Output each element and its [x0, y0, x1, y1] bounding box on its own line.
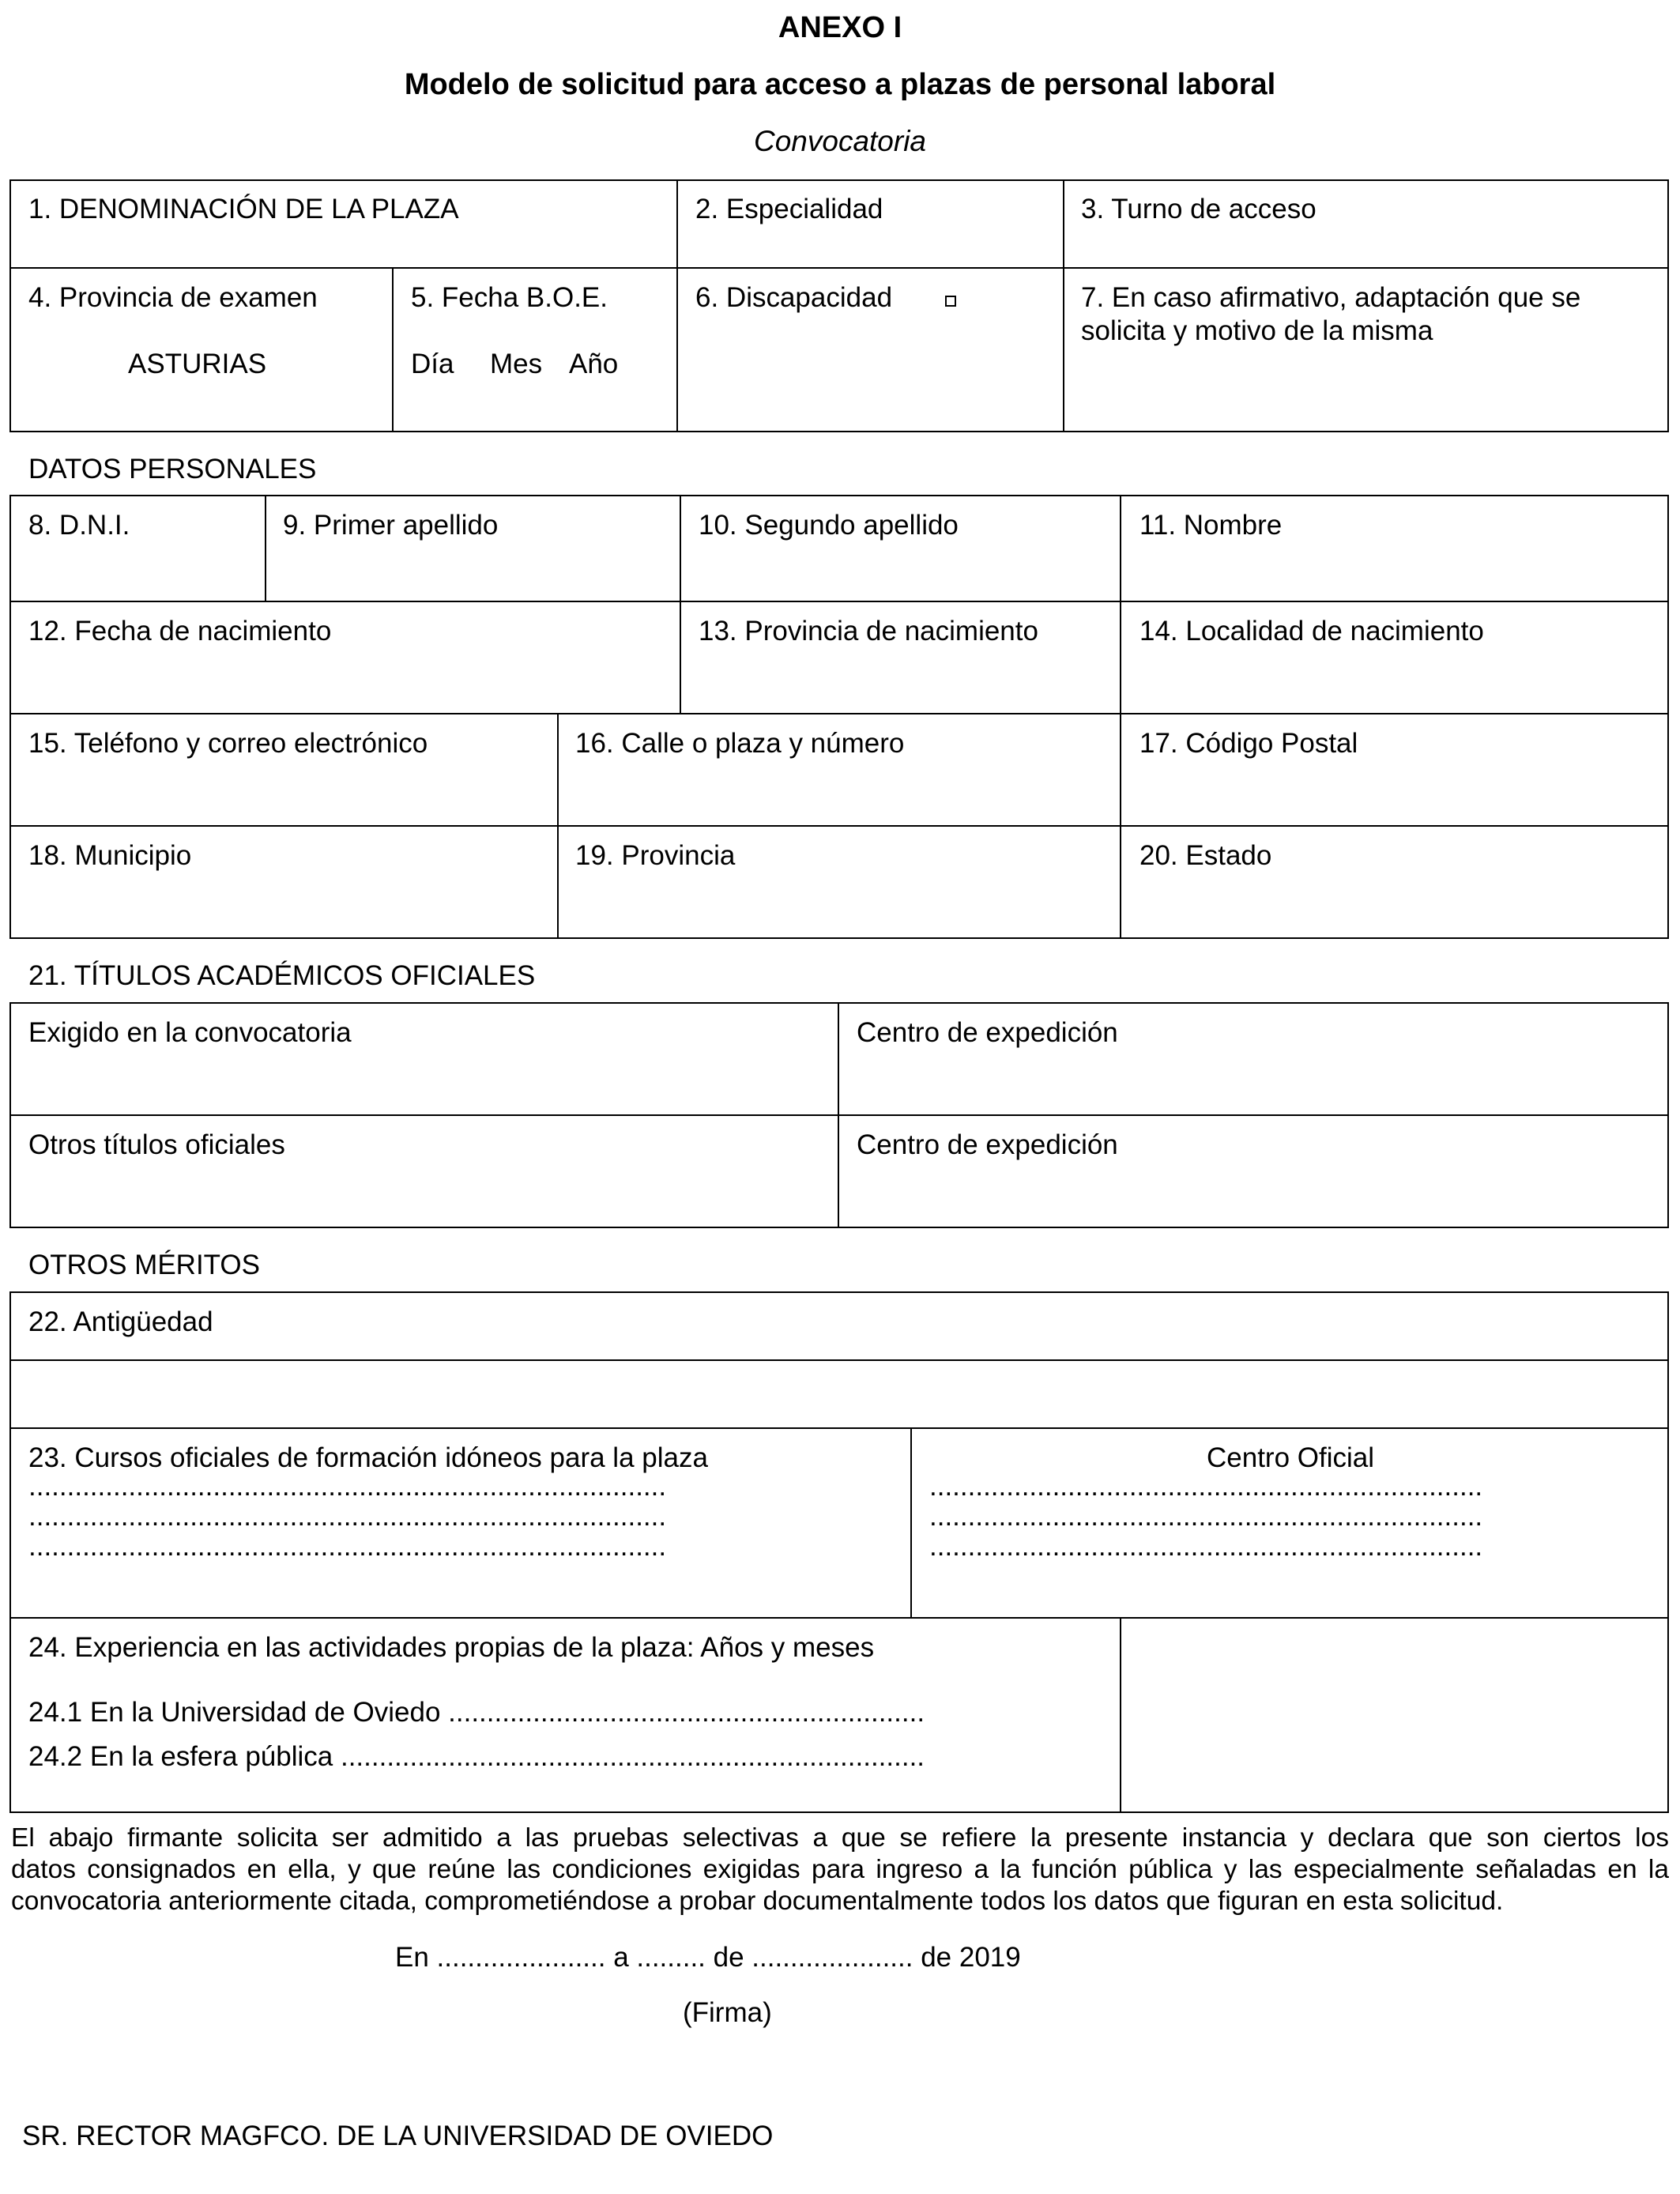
field-issuing-center-1[interactable]: Centro de expedición: [857, 1017, 1118, 1048]
divider: [9, 1617, 1669, 1619]
annex-title: ANEXO I: [778, 11, 902, 44]
form-subtitle: Convocatoria: [753, 125, 926, 157]
section-personal-data: DATOS PERSONALES: [28, 454, 317, 484]
divider: [1063, 179, 1064, 432]
field-issuing-center-2[interactable]: Centro de expedición: [857, 1129, 1118, 1160]
field-birth-date[interactable]: 12. Fecha de nacimiento: [28, 616, 332, 647]
field-postal-code[interactable]: 17. Código Postal: [1139, 728, 1358, 759]
field-adaptation[interactable]: 7. En caso afirmativo, adaptación que se solicita y motivo de la misma: [1081, 282, 1581, 346]
divider: [9, 825, 1669, 827]
divider: [9, 713, 1669, 714]
field-name[interactable]: 11. Nombre: [1139, 510, 1283, 541]
field-street[interactable]: 16. Calle o plaza y número: [575, 728, 905, 759]
divider: [557, 713, 559, 939]
divider: [680, 495, 681, 713]
boe-month-label: Mes: [490, 349, 543, 379]
center-line-3[interactable]: ........................................................................: [929, 1531, 1483, 1562]
field-boe-date[interactable]: 5. Fecha B.O.E.: [411, 282, 608, 313]
field-access-turn[interactable]: 3. Turno de acceso: [1081, 194, 1317, 224]
field-other-titles[interactable]: Otros títulos oficiales: [28, 1129, 285, 1160]
field-second-surname[interactable]: 10. Segundo apellido: [699, 510, 959, 541]
section-other-merits: OTROS MÉRITOS: [28, 1250, 260, 1280]
place-date-line[interactable]: En ...................... a ......... de ..................... de 2019: [395, 1942, 1021, 1973]
declaration-line-2: datos consignados en ella, y que reúne las condiciones exigidas para ingreso a la función pública y las especialmente señaladas en la: [11, 1855, 1669, 1884]
field-required-title[interactable]: Exigido en la convocatoria: [28, 1017, 352, 1048]
divider: [9, 1114, 1669, 1116]
center-line-1[interactable]: ........................................................................: [929, 1471, 1483, 1502]
declaration-line-1: El abajo firmante solicita ser admitido a las pruebas selectivas a que se refiere la presente instancia y declara que son ciertos los: [11, 1823, 1669, 1853]
field-phone-email[interactable]: 15. Teléfono y correo electrónico: [28, 728, 428, 759]
experience-public-sector[interactable]: 24.2 En la esfera pública ............................................................................: [28, 1741, 925, 1772]
boe-year-label: Año: [569, 349, 619, 379]
experience-university[interactable]: 24.1 En la Universidad de Oviedo ..............................................................: [28, 1697, 925, 1728]
official-center-label: Centro Oficial: [1206, 1442, 1375, 1473]
declaration-line-3: convocatoria anteriormente citada, comprometiéndose a probar documentalmente todos los datos que figuran en esta solicitud.: [11, 1887, 1504, 1916]
field-disability: 6. Discapacidad: [695, 282, 893, 313]
divider: [9, 267, 1669, 269]
field-plaza-name[interactable]: 1. DENOMINACIÓN DE LA PLAZA: [28, 194, 459, 224]
field-exam-province[interactable]: 4. Provincia de examen: [28, 282, 318, 313]
field-seniority[interactable]: 22. Antigüedad: [28, 1306, 213, 1337]
center-line-2[interactable]: ........................................................................: [929, 1501, 1483, 1532]
divider: [9, 601, 1669, 602]
field-dni[interactable]: 8. D.N.I.: [28, 510, 130, 541]
divider: [392, 267, 394, 432]
declaration-paragraph: [11, 1823, 1669, 1917]
disability-checkbox[interactable]: [945, 296, 956, 307]
addressee: SR. RECTOR MAGFCO. DE LA UNIVERSIDAD DE OVIEDO: [22, 2120, 774, 2151]
divider: [838, 1002, 839, 1228]
field-first-surname[interactable]: 9. Primer apellido: [283, 510, 499, 541]
field-birth-locality[interactable]: 14. Localidad de nacimiento: [1139, 616, 1484, 647]
divider: [676, 179, 678, 432]
field-experience: 24. Experiencia en las actividades propias de la plaza: Años y meses: [28, 1632, 875, 1663]
signature-label: (Firma): [683, 1997, 772, 2028]
field-speciality[interactable]: 2. Especialidad: [695, 194, 883, 224]
divider: [9, 1359, 1669, 1361]
exam-province-value: ASTURIAS: [128, 349, 267, 379]
courses-line-1[interactable]: ...................................................................................: [28, 1471, 667, 1502]
personal-table: [9, 495, 1669, 939]
courses-line-2[interactable]: ...................................................................................: [28, 1501, 667, 1532]
field-birth-province[interactable]: 13. Provincia de nacimiento: [699, 616, 1038, 647]
field-courses: 23. Cursos oficiales de formación idóneos para la plaza: [28, 1442, 708, 1473]
section-academic-titles: 21. TÍTULOS ACADÉMICOS OFICIALES: [28, 960, 536, 991]
field-municipality[interactable]: 18. Municipio: [28, 840, 192, 871]
boe-day-label: Día: [411, 349, 454, 379]
divider: [265, 495, 266, 601]
courses-line-3[interactable]: ...................................................................................: [28, 1531, 667, 1562]
divider: [1120, 495, 1121, 939]
form-title: Modelo de solicitud para acceso a plazas de personal laboral: [404, 68, 1276, 101]
field-province[interactable]: 19. Provincia: [575, 840, 736, 871]
divider: [1120, 1617, 1121, 1813]
field-state[interactable]: 20. Estado: [1139, 840, 1272, 871]
divider: [9, 1427, 1669, 1429]
